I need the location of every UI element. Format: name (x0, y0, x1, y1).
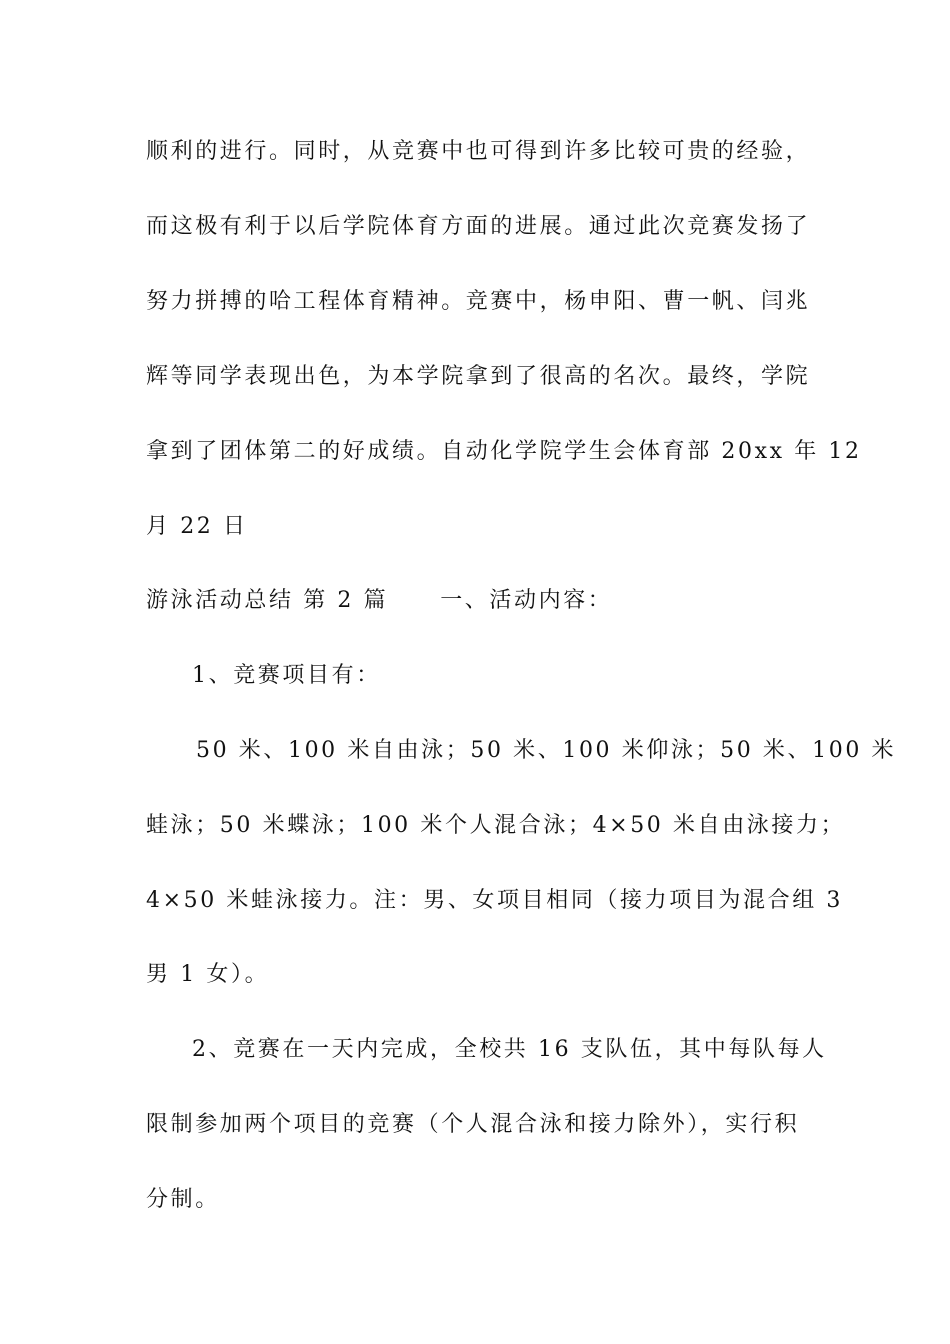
paragraph-line: 辉等同学表现出色，为本学院拿到了很高的名次。最终，学院 (146, 364, 811, 389)
item-1-line: 4×50 米蛙泳接力。注：男、女项目相同（接力项目为混合组 3 (146, 888, 844, 913)
item-2-line: 限制参加两个项目的竞赛（个人混合泳和接力除外），实行积 (146, 1112, 800, 1137)
section-title: 游泳活动总结 第 2 篇 (146, 588, 389, 613)
section-heading: 一、活动内容： (440, 588, 613, 613)
paragraph-line: 拿到了团体第二的好成绩。自动化学院学生会体育部 20xx 年 12 (146, 439, 862, 464)
item-1-line: 蛙泳；50 米蝶泳；100 米个人混合泳；4×50 米自由泳接力； (146, 813, 846, 838)
item-2-line: 2、竞赛在一天内完成，全校共 16 支队伍，其中每队每人 (192, 1037, 827, 1062)
item-1-label: 1、竞赛项目有： (192, 663, 381, 688)
paragraph-line: 努力拼搏的哈工程体育精神。竞赛中，杨申阳、曹一帆、闫兆 (146, 289, 811, 314)
paragraph-line: 月 22 日 (146, 514, 248, 539)
paragraph-line: 顺利的进行。同时，从竞赛中也可得到许多比较可贵的经验， (146, 139, 811, 164)
item-1-line: 男 1 女）。 (146, 962, 270, 987)
item-1-line: 50 米、100 米自由泳；50 米、100 米仰泳；50 米、100 米 (196, 738, 897, 763)
paragraph-line: 而这极有利于以后学院体育方面的进展。通过此次竞赛发扬了 (146, 214, 811, 239)
item-2-line: 分制。 (146, 1187, 220, 1212)
section-title-line (146, 586, 612, 616)
